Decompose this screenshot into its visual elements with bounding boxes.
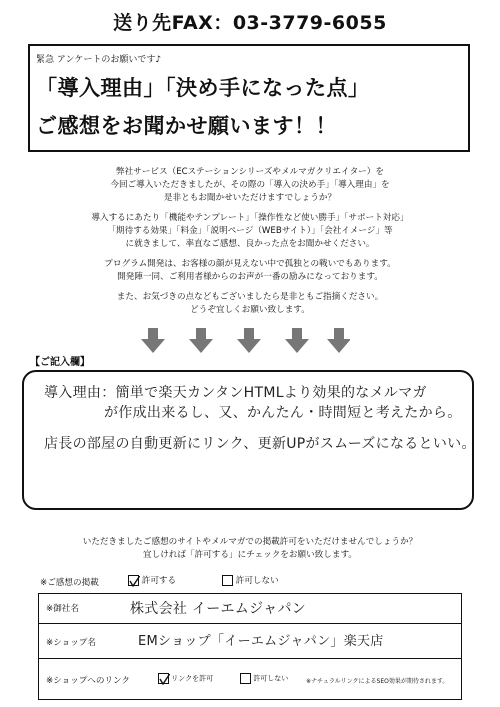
company-value[interactable]: 株式会社 イーエムジャパン <box>130 601 307 617</box>
company-label: ※御社名 <box>46 604 79 614</box>
down-arrow-icon <box>189 328 213 353</box>
seo-note: ※ナチュラルリンクによるSEO効果が期待されます。 <box>306 678 449 685</box>
publish-permission-label: ※ご感想の掲載 <box>40 578 99 588</box>
link-deny-option[interactable] <box>240 673 288 684</box>
link-allow-label: リンクを許可 <box>171 674 214 683</box>
handwritten-line: が作成出来るし、又、かんたん・時間短と考えたから。 <box>104 405 462 421</box>
dev-line: プログラム開発は、お客様の顔が見えない中で孤独との戦いでもあります。 <box>104 259 396 269</box>
divider <box>38 623 462 624</box>
intro-line: 是非ともお聞かせいただけますでしょうか？ <box>163 193 337 203</box>
shop-link-label: ※ショップへのリンク <box>46 676 131 686</box>
closing-line: どうぞ宜しくお願い致します。 <box>190 305 310 315</box>
down-arrow-icon <box>141 328 165 353</box>
permission-request <box>0 536 500 562</box>
publish-deny-label: 許可しない <box>235 576 279 586</box>
publish-deny-checkbox[interactable] <box>222 575 233 586</box>
closing-paragraph <box>0 291 500 317</box>
down-arrows <box>140 328 350 354</box>
intro-line: 今回ご導入いただきましたが、その際の「導入の決め手」「導入理由」を <box>110 180 390 190</box>
publish-allow-checkbox[interactable] <box>128 575 139 586</box>
link-allow-option[interactable] <box>158 673 213 684</box>
handwritten-line: 導入理由：簡単で楽天カンタンHTMLより効果的なメルマガ <box>44 385 427 401</box>
link-allow-checkbox[interactable] <box>158 673 169 684</box>
dev-paragraph <box>0 258 500 284</box>
headline-request: ご感想をお聞かせ願います！！ <box>36 114 337 138</box>
permission-line: いただきましたご感想のサイトやメルマガでの掲載許可をいただけませんでしょうか？ <box>82 537 418 547</box>
permission-line: 宜しければ「許可する」にチェックをお願い致します。 <box>143 550 357 560</box>
dev-line: 開発陣一同、ご利用者様からのお声が一番の励みになっております。 <box>117 272 383 282</box>
link-deny-label: 許可しない <box>253 674 289 683</box>
divider <box>38 658 462 659</box>
down-arrow-icon <box>237 328 261 353</box>
down-arrow-icon <box>285 328 309 353</box>
fax-number-header: 送り先FAX：03-3779-6055 <box>113 12 387 34</box>
comment-section-label: 【ご記入欄】 <box>30 357 90 368</box>
examples-line: に就きまして、率直なご感想、良かった点をお聞かせください。 <box>125 239 375 249</box>
examples-line: 「期待する効果」「料金」「説明ページ（WEBサイト）」「会社イメージ」等 <box>107 226 393 236</box>
link-deny-checkbox[interactable] <box>240 673 251 684</box>
down-arrow-icon <box>327 328 350 353</box>
closing-line: また、お気づきの点などもございましたら是非ともご指摘ください。 <box>116 292 384 302</box>
headline-reasons: 「導入理由」「決め手になった点」 <box>36 76 370 100</box>
check-icon <box>160 674 170 684</box>
shop-name-label: ※ショップ名 <box>46 638 96 648</box>
publish-deny-option[interactable] <box>222 574 279 586</box>
shop-name-value[interactable]: EMショップ「イーエムジャパン」楽天店 <box>138 634 384 649</box>
publish-allow-option[interactable] <box>128 574 176 586</box>
survey-note: 緊急 アンケートのお願いです♪ <box>36 55 162 65</box>
intro-paragraph <box>0 166 500 205</box>
check-icon <box>130 576 140 586</box>
intro-line: 弊社サービス（ECステーションシリーズやメルマガクリエイター）を <box>116 167 384 177</box>
examples-paragraph <box>0 212 500 251</box>
examples-line: 導入するにあたり「機能やテンプレート」「操作性など使い勝手」「サポート対応」 <box>91 213 409 223</box>
publish-allow-label: 許可する <box>141 576 177 586</box>
handwritten-line: 店長の部屋の自動更新にリンク、更新UPがスムーズになるといい。 <box>44 436 476 452</box>
